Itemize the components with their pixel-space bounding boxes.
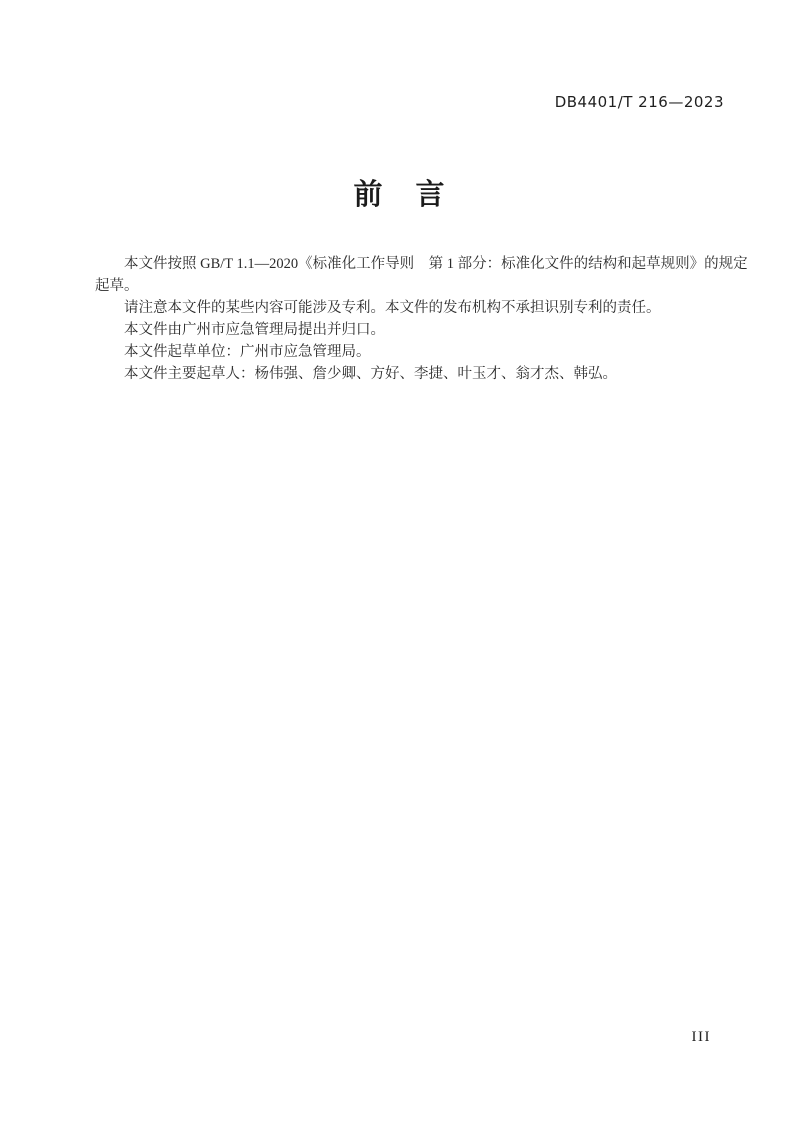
standard-code: DB4401/T 216—2023	[554, 93, 724, 111]
foreword-line-patent-notice: 请注意本文件的某些内容可能涉及专利。本文件的发布机构不承担识别专利的责任。	[124, 300, 661, 316]
page-title: 前 言	[353, 177, 447, 211]
foreword-body	[95, 253, 748, 385]
foreword-line-drafting-org: 本文件起草单位：广州市应急管理局。	[124, 344, 371, 360]
foreword-line-drafting-rule: 本文件按照 GB/T 1.1—2020《标准化工作导则 第 1 部分：标准化文件的结构和起草规则》的规定	[124, 256, 748, 272]
foreword-line-drafting-rule-cont: 起草。	[95, 278, 139, 294]
foreword-line-drafters: 本文件主要起草人：杨伟强、詹少卿、方好、李捷、叶玉才、翁才杰、韩弘。	[124, 366, 617, 382]
foreword-line-proposing-org: 本文件由广州市应急管理局提出并归口。	[124, 322, 385, 338]
page-number: III	[691, 1029, 711, 1045]
